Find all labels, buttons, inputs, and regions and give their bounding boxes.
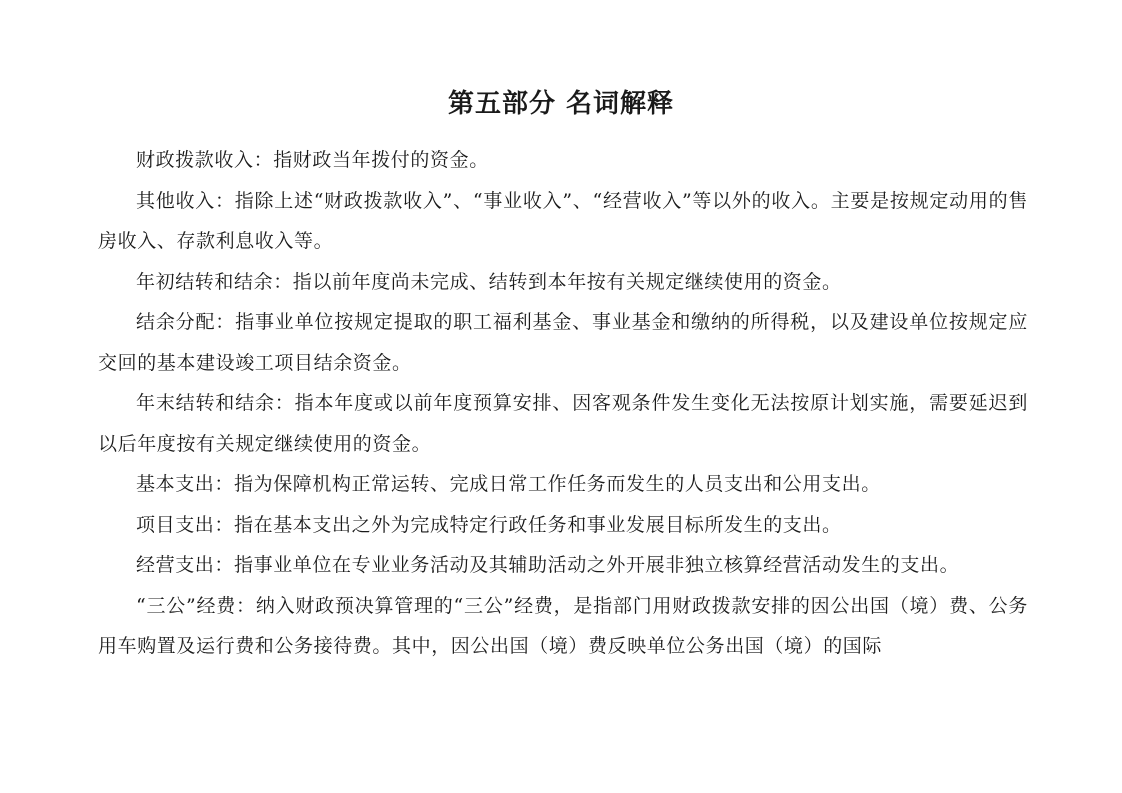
glossary-paragraph-surplus-distribution: 结余分配：指事业单位按规定提取的职工福利基金、事业基金和缴纳的所得税，以及建设单位按规定应交回的基本建设竣工项目结余资金。: [98, 311, 1028, 374]
glossary-paragraph-opening-carryover: 年初结转和结余：指以前年度尚未完成、结转到本年按有关规定继续使用的资金。: [136, 270, 842, 293]
glossary-body: [98, 140, 1028, 667]
glossary-paragraph-basic-expenditure: 基本支出：指为保障机构正常运转、完成日常工作任务而发生的人员支出和公用支出。: [136, 473, 881, 495]
glossary-paragraph-closing-carryover: 年末结转和结余：指本年度或以前年度预算安排、因客观条件发生变化无法按原计划实施，需要延迟到以后年度按有关规定继续使用的资金。: [98, 392, 1028, 455]
section-title: 第五部分 名词解释: [447, 89, 675, 119]
glossary-paragraph-other-income: 其他收入：指除上述“财政拨款收入”、“事业收入”、“经营收入”等以外的收入。主要是按规定动用的售房收入、存款利息收入等。: [98, 189, 1028, 252]
glossary-paragraph-fiscal-appropriation-income: 财政拨款收入：指财政当年拨付的资金。: [136, 149, 489, 171]
glossary-paragraph-operating-expenditure: 经营支出：指事业单位在专业业务活动及其辅助活动之外开展非独立核算经营活动发生的支出。: [136, 554, 960, 576]
glossary-paragraph-project-expenditure: 项目支出：指在基本支出之外为完成特定行政任务和事业发展目标所发生的支出。: [136, 513, 842, 536]
glossary-paragraph-three-public-expenses: “三公”经费：纳入财政预决算管理的“三公”经费，是指部门用财政拨款安排的因公出国（境）费、公务用车购置及运行费和公务接待费。其中，因公出国（境）费反映单位公务出国（境）的国际: [98, 594, 1028, 657]
